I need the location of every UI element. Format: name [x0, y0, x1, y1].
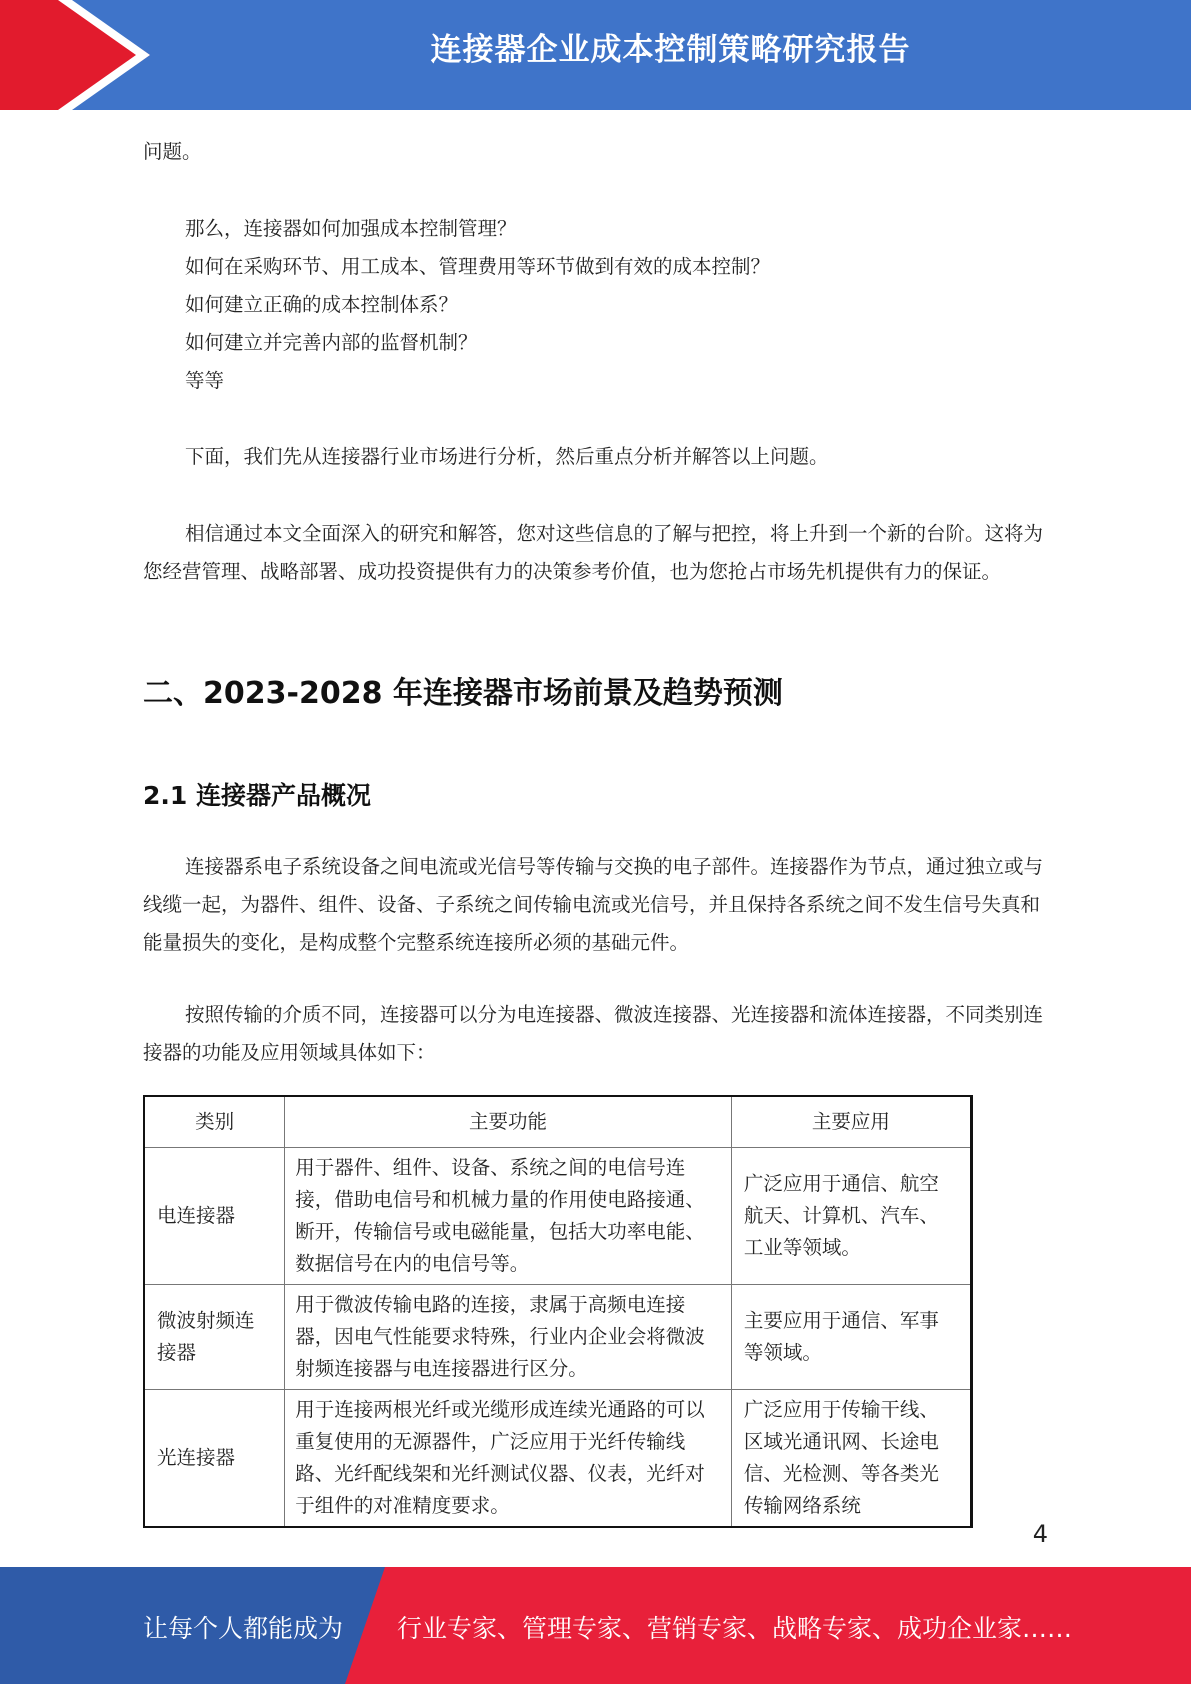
paragraph: 问题。 — [143, 140, 202, 163]
intro-block — [143, 133, 1048, 171]
section-heading: 二、2023-2028 年连接器市场前景及趋势预测 — [143, 676, 783, 711]
paragraph: 下面，我们先从连接器行业市场进行分析，然后重点分析并解答以上问题。 — [185, 445, 829, 468]
subsection-heading: 2.1 连接器产品概况 — [143, 781, 371, 810]
question-item: 等等 — [185, 369, 225, 392]
category-cell: 微波射频连接器 — [144, 1285, 285, 1390]
question-list — [143, 210, 1048, 400]
report-title: 连接器企业成本控制策略研究报告 — [430, 32, 911, 68]
header-red-arrow — [0, 0, 150, 110]
application-cell: 广泛应用于通信、航空 航天、计算机、汽车、 工业等领域。 — [731, 1148, 971, 1285]
connector-category-table — [143, 1095, 973, 1528]
table-row — [144, 1148, 972, 1285]
table-row — [144, 1390, 972, 1528]
paragraph: 相信通过本文全面深入的研究和解答，您对这些信息的了解与把控，将上升到一个新的台阶。这将为您经营管理、战略部署、成功投资提供有力的决策参考价值，也为您抢占市场先机提供有力的保证。 — [143, 522, 1044, 583]
application-cell: 主要应用于通信、军事 等领域。 — [731, 1285, 971, 1390]
application-cell: 广泛应用于传输干线、区域光通讯网、长途电 信、光检测、等各类光 传输网络系统 — [731, 1390, 971, 1528]
column-header: 类别 — [144, 1096, 285, 1148]
table-header-row — [144, 1096, 972, 1148]
question-item: 如何建立正确的成本控制体系？ — [185, 293, 459, 316]
paragraph-block — [143, 438, 1048, 476]
footer-slogan-left: 让每个人都能成为 — [143, 1614, 344, 1643]
paragraph: 连接器系电子系统设备之间电流或光信号等传输与交换的电子部件。连接器作为节点，通过独立或与线缆一起，为器件、组件、设备、子系统之间传输电流或光信号，并且保持各系统之间不发生信号失真和能量损失的变化，是构成整个完整系统连接所必须的基础元件。 — [143, 855, 1044, 954]
question-item: 那么，连接器如何加强成本控制管理？ — [185, 217, 517, 240]
function-cell: 用于器件、组件、设备、系统之间的电信号连接，借助电信号和机械力量的作用使电路接通、断开，传输信号或电磁能量，包括大功率电能、数据信号在内的电信号等。 — [285, 1148, 732, 1285]
column-header: 主要功能 — [285, 1096, 732, 1148]
function-cell: 用于连接两根光纤或光缆形成连续光通路的可以重复使用的无源器件，广泛应用于光纤传输线路、光纤配线架和光纤测试仪器、仪表，光纤对于组件的对准精度要求。 — [285, 1390, 732, 1528]
category-cell: 电连接器 — [144, 1148, 285, 1285]
table-row — [144, 1285, 972, 1390]
page-header — [0, 0, 1191, 110]
function-cell: 用于微波传输电路的连接，隶属于高频电连接器，因电气性能要求特殊，行业内企业会将微波射频连接器与电连接器进行区分。 — [285, 1285, 732, 1390]
question-item: 如何建立并完善内部的监督机制？ — [185, 331, 478, 354]
paragraph-block — [143, 848, 1048, 962]
page-number: 4 — [1032, 1520, 1048, 1548]
page-footer — [0, 1567, 1191, 1684]
column-header: 主要应用 — [731, 1096, 971, 1148]
question-item: 如何在采购环节、用工成本、管理费用等环节做到有效的成本控制？ — [185, 255, 771, 278]
paragraph-block — [143, 996, 1048, 1072]
paragraph: 按照传输的介质不同，连接器可以分为电连接器、微波连接器、光连接器和流体连接器，不同类别连接器的功能及应用领域具体如下： — [143, 1003, 1044, 1064]
paragraph-block — [143, 515, 1048, 591]
footer-slogan-right: 行业专家、管理专家、营销专家、战略专家、成功企业家…… — [397, 1614, 1073, 1643]
category-cell: 光连接器 — [144, 1390, 285, 1528]
